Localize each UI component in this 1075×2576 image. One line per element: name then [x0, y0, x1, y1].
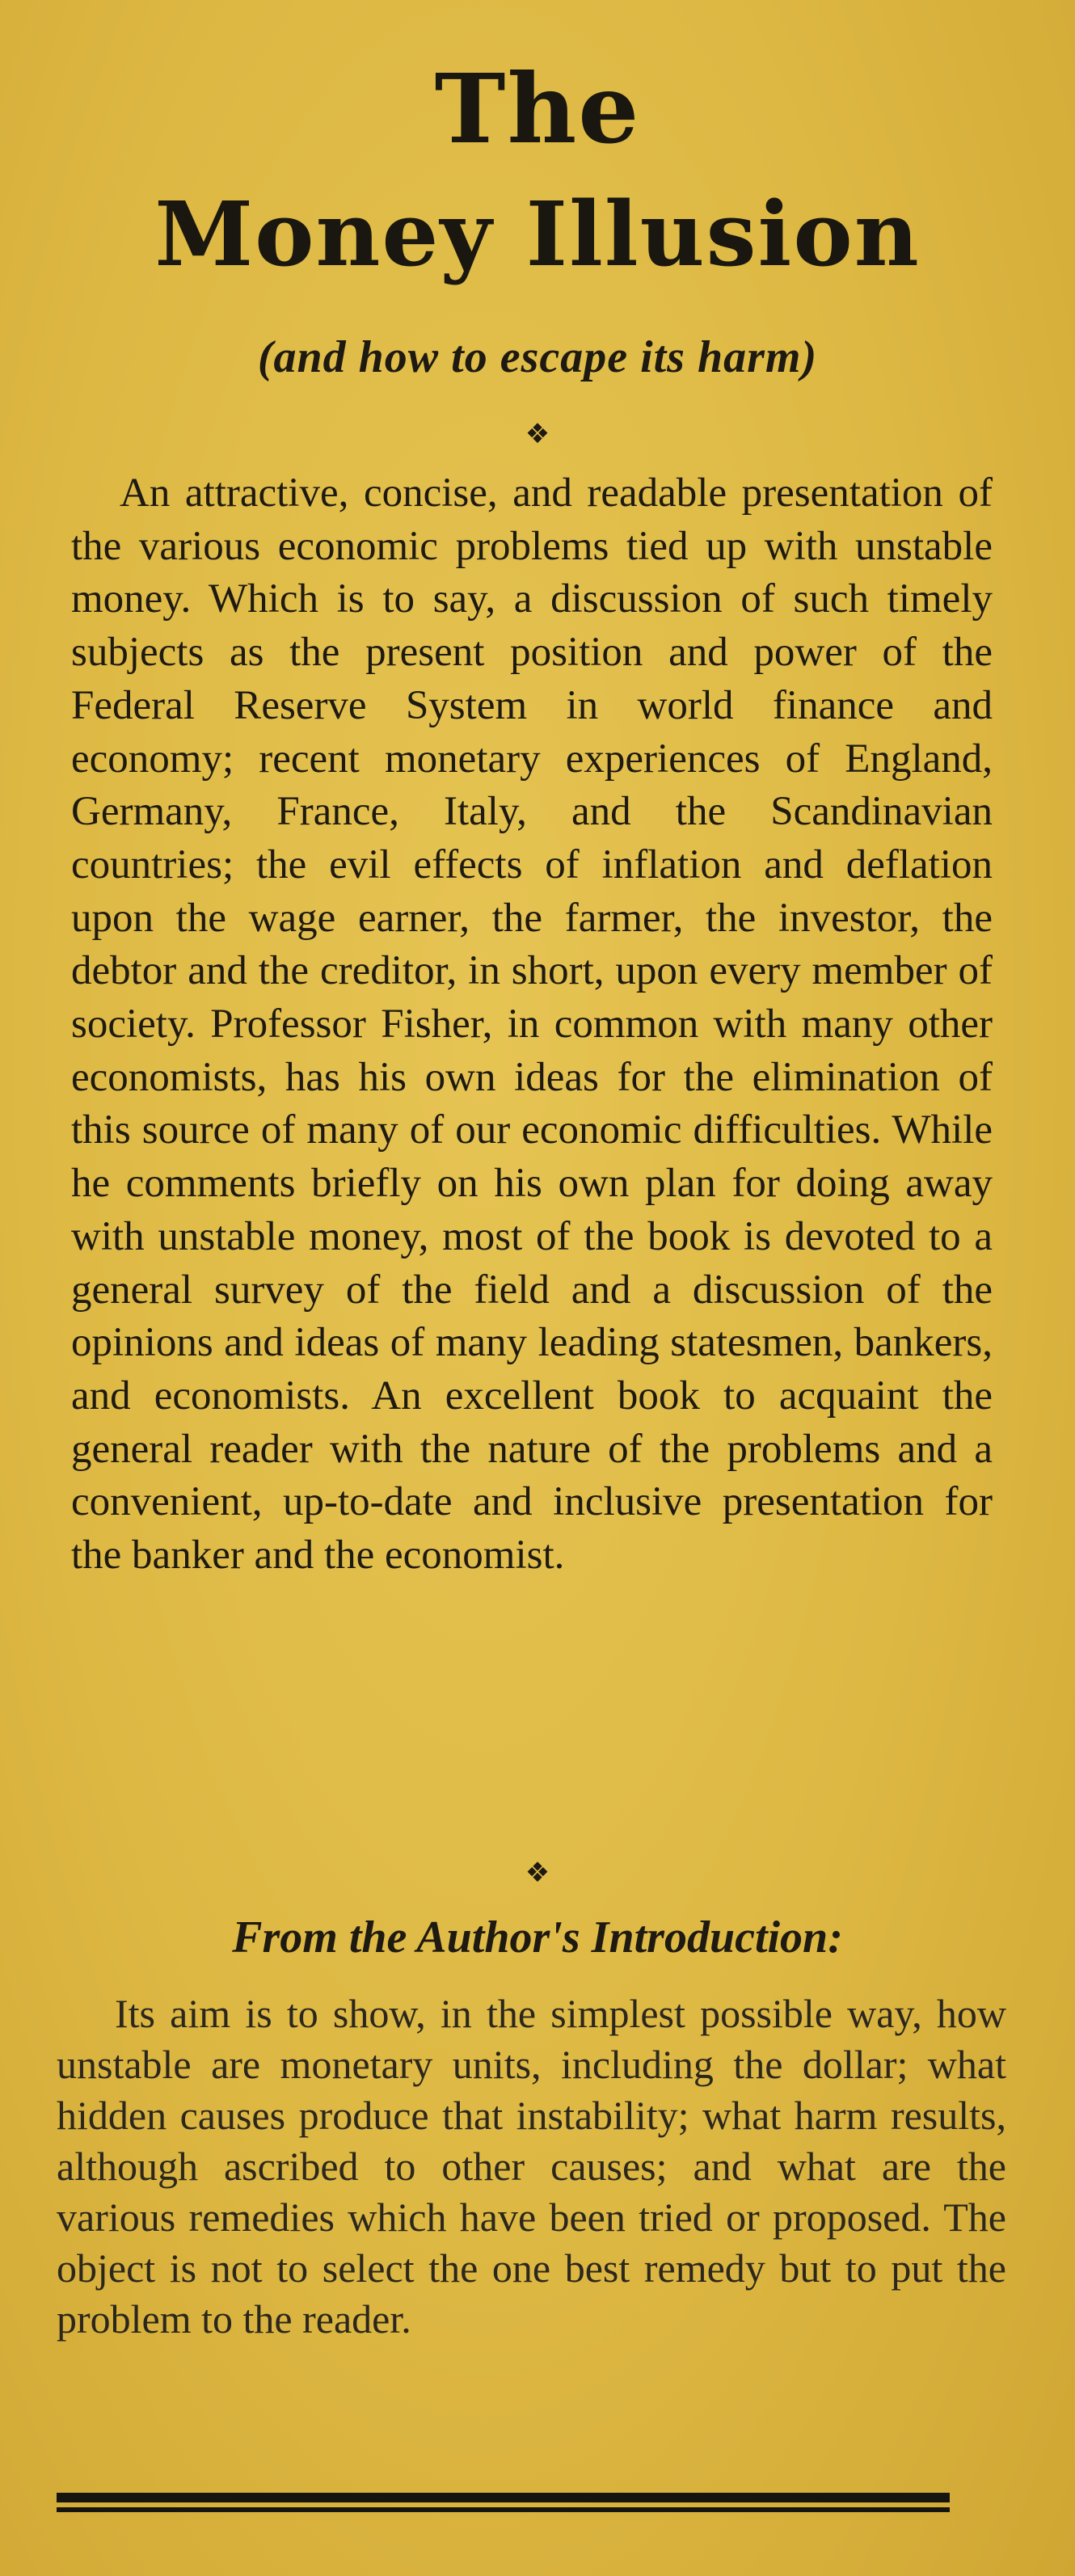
diamond-ornament-icon: ❖	[525, 418, 550, 450]
intro-text: Its aim is to show, in the simplest possible way, how unstable are monetary units, including the dollar; what hidden causes produce that instability; what harm results, although ascribed to other causes; and what are the various remedies which have been tried or proposed. The object is not to select the one best remedy but to put the problem to the reader.	[57, 1991, 1006, 2342]
title-line-2: Money Illusion	[154, 182, 921, 286]
book-description: An attractive, concise, and readable presentation of the various economic problems tied up with unstable money. Which is to say, a discussion of such timely subjects as the present position and power of the Federal Reserve System in world finance and economy; recent monetary experiences of England, Germany, France, Italy, and the Scandinavian countries; the evil effects of inflation and deflation upon the wage earner, the farmer, the investor, the debtor and the creditor, in short, upon every member of society. Professor Fisher, in common with many other economists, has his own ideas for the elimination of this source of many of our economic difficulties. While he comments briefly on his own plan for doing away with unstable money, most of the book is devoted to a general survey of the field and a discussion of the opinions and ideas of many leading statesmen, bankers, and economists. An excellent book to acquaint the general reader with the nature of the problems and a convenient, up-to-date and inclusive presentation for the banker and the economist.	[71, 470, 993, 1579]
diamond-ornament-icon: ❖	[525, 1857, 550, 1889]
intro-heading: From the Author's Introduction:	[232, 1912, 843, 1963]
title-line-1: The	[434, 53, 641, 165]
bottom-rule-thin	[57, 2507, 950, 2512]
bottom-rule-thick	[57, 2493, 950, 2502]
subtitle: (and how to escape its harm)	[257, 332, 818, 382]
